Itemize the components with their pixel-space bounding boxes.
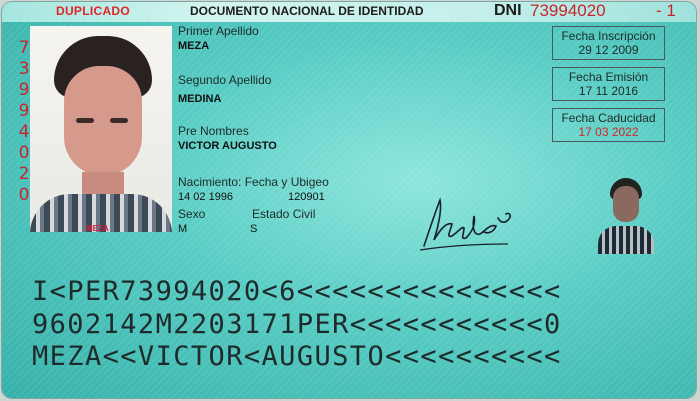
ghost-photo bbox=[596, 176, 656, 254]
nacimiento-label: Nacimiento: Fecha y Ubigeo bbox=[178, 175, 329, 189]
holder-photo bbox=[30, 26, 172, 232]
fecha-emision-label: Fecha Emisión bbox=[568, 70, 649, 84]
mrz-line-3: MEZA<<VICTOR<AUGUSTO<<<<<<<<<< bbox=[32, 341, 562, 372]
segundo-apellido-label: Segundo Apellido bbox=[178, 73, 272, 87]
fecha-caducidad-value: 17 03 2022 bbox=[578, 125, 639, 139]
dni-check-digit: - 1 bbox=[656, 2, 676, 20]
photo-caption: MEZA bbox=[86, 224, 109, 233]
fecha-inscripcion-label: Fecha Inscripción bbox=[561, 29, 656, 43]
duplicate-label: DUPLICADO bbox=[56, 4, 131, 18]
estado-civil-value: S bbox=[250, 223, 258, 235]
pre-nombres-value: VICTOR AUGUSTO bbox=[178, 140, 277, 152]
fecha-caducidad-label: Fecha Caducidad bbox=[561, 111, 656, 125]
fecha-caducidad-box bbox=[552, 108, 665, 142]
fecha-inscripcion-value: 29 12 2009 bbox=[578, 43, 639, 57]
id-card bbox=[2, 2, 696, 398]
sexo-label: Sexo bbox=[178, 207, 206, 221]
ubigeo-value: 120901 bbox=[288, 191, 325, 203]
card-header bbox=[2, 2, 696, 22]
dni-label: DNI bbox=[494, 2, 522, 19]
mrz-line-1: I<PER73994020<6<<<<<<<<<<<<<<< bbox=[32, 276, 562, 307]
estado-civil-label: Estado Civil bbox=[252, 207, 316, 221]
fecha-inscripcion-box bbox=[552, 26, 665, 60]
sexo-value: M bbox=[178, 223, 188, 235]
mrz-line-2: 9602142M2203171PER<<<<<<<<<<<0 bbox=[32, 309, 562, 340]
vertical-dni-number: 73994020 bbox=[18, 38, 30, 205]
fecha-emision-box bbox=[552, 67, 665, 101]
primer-apellido-label: Primer Apellido bbox=[178, 24, 259, 38]
document-title: DOCUMENTO NACIONAL DE IDENTIDAD bbox=[190, 4, 424, 18]
dni-number: 73994020 bbox=[530, 2, 606, 20]
pre-nombres-label: Pre Nombres bbox=[178, 124, 249, 138]
segundo-apellido-value: MEDINA bbox=[178, 93, 222, 105]
nacimiento-fecha: 14 02 1996 bbox=[178, 191, 234, 203]
signature-icon bbox=[416, 188, 516, 256]
primer-apellido-value: MEZA bbox=[178, 40, 210, 52]
fecha-emision-value: 17 11 2016 bbox=[578, 84, 639, 98]
